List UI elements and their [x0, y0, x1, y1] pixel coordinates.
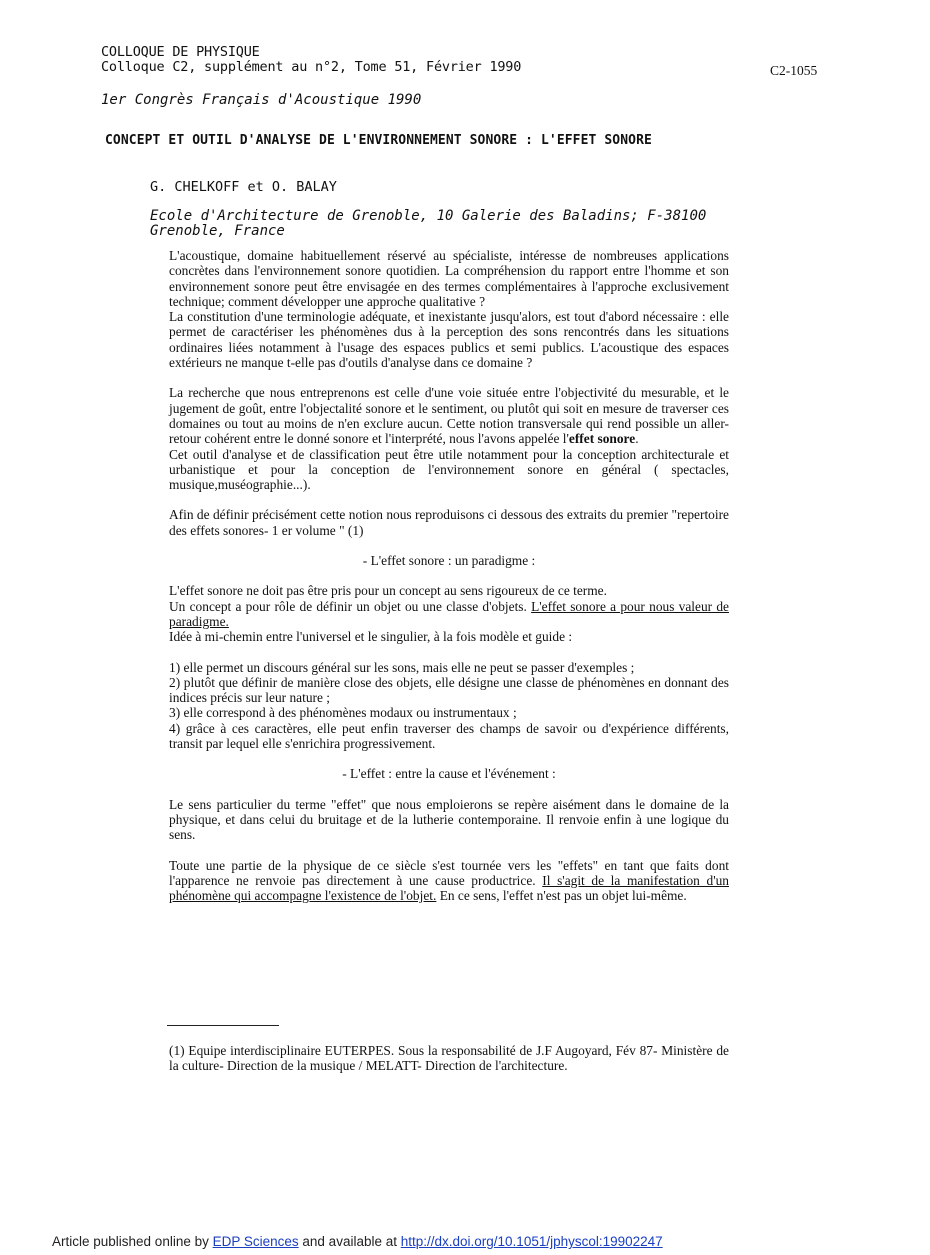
paragraph: Afin de définir précisément cette notion nous reproduisons ci dessous des extraits du premier "repertoire des effets sonores- 1 er volume " (1)	[169, 507, 729, 538]
article-authors: G. CHELKOFF et O. BALAY	[150, 179, 337, 195]
list-item: 2) plutôt que définir de manière close des objets, elle désigne une classe de phénomènes en donnant des indices précis sur leur nature ;	[169, 674, 729, 706]
list-item: 3) elle correspond à des phénomènes modaux ou instrumentaux ;	[169, 705, 517, 721]
paragraph: Un concept a pour rôle de définir un objet ou une classe d'objets. L'effet sonore a pour nous valeur de paradigme.	[169, 598, 729, 629]
bold-term: effet sonore	[568, 431, 636, 447]
underlined-text: Il s'agit de la manifestation d'un phénomène qui accompagne l'existence de l'objet.	[169, 872, 729, 904]
footnote	[169, 1043, 729, 1074]
paragraph: L'effet sonore ne doit pas être pris pour un concept au sens rigoureux de ce terme.	[169, 583, 607, 599]
paragraph: Toute une partie de la physique de ce siècle s'est tournée vers les "effets" en tant que faits dont l'apparence ne renvoie pas directement à une cause productrice. Il s'agit de la manifestation d'un phénomène qui accompagne l'existence de l'objet. En ce sens, l'effet n'est pas un objet lui-même.	[169, 857, 729, 904]
paragraph: La constitution d'une terminologie adéquate, et inexistante jusqu'alors, est tout d'abord nécessaire : elle permet de caractériser les phénomènes dus à la perception des sons rencontrés dans les situations ordinaires liées notamment à l'usage des espaces publics et semi publics. L'acoustique des espaces extérieurs ne manque t-elle pas d'outils d'analyse dans ce domaine ?	[169, 309, 729, 371]
journal-header	[101, 45, 521, 75]
journal-issue: Colloque C2, supplément au n°2, Tome 51, Février 1990	[101, 59, 522, 75]
footnote-text: (1) Equipe interdisciplinaire EUTERPES. Sous la responsabilité de J.F Augoyard, Fév 87- Ministère de la culture- Direction de la musique / MELATT- Direction de l'architecture.	[169, 1043, 729, 1074]
paragraph: Idée à mi-chemin entre l'universel et le singulier, à la fois modèle et guide :	[169, 629, 573, 645]
journal-name: COLLOQUE DE PHYSIQUE	[101, 44, 260, 60]
paragraph: Le sens particulier du terme "effet" que nous emploierons se repère aisément dans le domaine de la physique, et dans celui du bruitage et de la lutherie contemporaine. Il renvoie enfin à une logique du sens.	[169, 796, 729, 843]
paragraph: La recherche que nous entreprenons est celle d'une voie située entre l'objectivité du mesurable, et le jugement de goût, entre l'objectalité sonore et le sentiment, ou plutôt qui soit en mesure de traverser ces domaines ou tout au moins de n'en exclure aucun. Cette notion transversale qui rend possible un aller-retour cohérent entre le donné sonore et l'interprété, nous l'avons appelée l'effet sonore.	[169, 385, 729, 447]
underlined-text: L'effet sonore a pour nous valeur de paradigme.	[169, 598, 729, 629]
page-number: C2-1055	[770, 63, 818, 78]
section-subheading: - L'effet : entre la cause et l'événement :	[342, 766, 556, 782]
section-subheading: - L'effet sonore : un paradigme :	[362, 553, 536, 569]
publisher-link[interactable]: EDP Sciences	[212, 1234, 299, 1249]
footnote-divider	[167, 1025, 279, 1026]
doi-link[interactable]: http://dx.doi.org/10.1051/jphyscol:19902247	[400, 1234, 663, 1249]
paragraph: Cet outil d'analyse et de classification peut être utile notamment pour la conception architecturale et urbanistique et pour la conception de l'environnement sonore en général ( spectacles, musique,muséographie...).	[169, 446, 729, 493]
article-affiliation: Ecole d'Architecture de Grenoble, 10 Galerie des Baladins; F-38100 Grenoble, France	[150, 208, 707, 239]
list-item: 4) grâce à ces caractères, elle peut enfin traverser des champs de savoir ou d'expérience différents, transit par lequel elle s'enrichira progressivement.	[169, 720, 729, 752]
congress-name: 1er Congrès Français d'Acoustique 1990	[101, 92, 422, 108]
article-title: CONCEPT ET OUTIL D'ANALYSE DE L'ENVIRONNEMENT SONORE : L'EFFET SONORE	[105, 133, 652, 148]
list-item: 1) elle permet un discours général sur les sons, mais elle ne peut se passer d'exemples ;	[169, 659, 635, 675]
paragraph: L'acoustique, domaine habituellement réservé au spécialiste, intéresse de nombreuses applications concrètes dans l'environnement sonore quotidien. La compréhension du rapport entre l'homme et son environnement sonore peut être envisagée en des termes complémentaires à l'approche exclusivement technique; comment développer une approche qualitative ?	[169, 248, 729, 309]
publication-notice: Article published online by EDP Sciences and available at http://dx.doi.org/10.1051/jphyscol:19902247	[52, 1234, 663, 1249]
article-body	[169, 248, 729, 903]
